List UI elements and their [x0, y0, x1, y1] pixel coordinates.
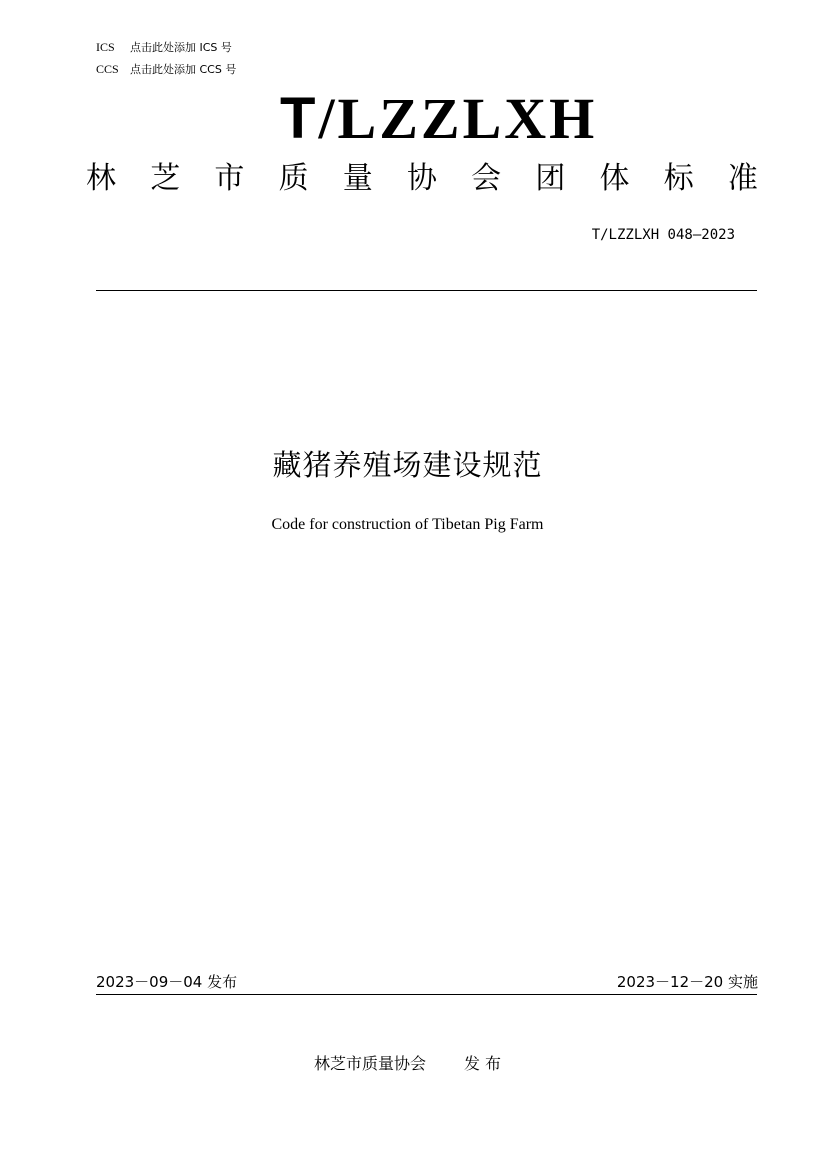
- bottom-divider: [96, 994, 757, 995]
- ics-label: ICS: [96, 40, 115, 54]
- logo-t: T: [280, 86, 319, 151]
- org-char: 标: [663, 161, 694, 196]
- implementation-date: 2023－12－20 实施: [616, 973, 758, 991]
- ccs-line: [96, 62, 236, 77]
- org-char: 芝: [150, 161, 181, 196]
- top-divider: [96, 290, 757, 291]
- ccs-placeholder[interactable]: 点击此处添加 CCS 号: [130, 63, 237, 76]
- logo-code: /LZZLXH: [318, 86, 598, 151]
- publisher-line: [0, 1053, 815, 1075]
- org-char: 协: [406, 161, 437, 196]
- document-title-chinese: 藏猪养殖场建设规范: [272, 448, 543, 482]
- standard-logo: [280, 84, 720, 154]
- ccs-label: CCS: [96, 62, 119, 76]
- org-char: 团: [535, 161, 566, 196]
- org-char: 准: [727, 161, 758, 196]
- ics-line: [96, 40, 232, 55]
- document-title-english: Code for construction of Tibetan Pig Farm: [271, 516, 544, 533]
- org-char: 市: [214, 161, 245, 196]
- org-char: 质: [278, 161, 309, 196]
- standard-number: T/LZZLXH 048—2023: [591, 227, 735, 243]
- ics-placeholder[interactable]: 点击此处添加 ICS 号: [130, 41, 232, 54]
- organization-name: [86, 160, 758, 198]
- publisher-name: 林芝市质量协会: [313, 1054, 426, 1073]
- issue-date: 2023－09－04 发布: [96, 973, 238, 991]
- org-char: 体: [599, 161, 630, 196]
- org-char: 量: [342, 161, 373, 196]
- publisher-action: 发 布: [463, 1054, 502, 1073]
- org-char: 林: [86, 161, 116, 196]
- org-char: 会: [471, 161, 502, 196]
